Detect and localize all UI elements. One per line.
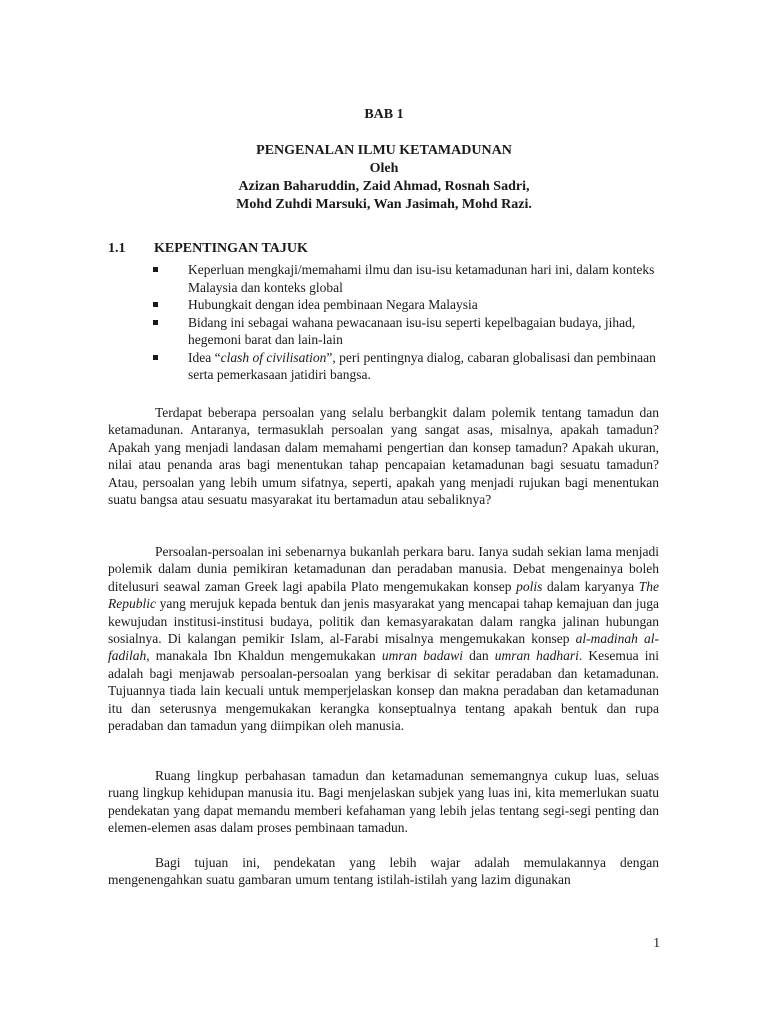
bullet-item <box>153 349 660 384</box>
page-title: PENGENALAN ILMU KETAMADUNAN <box>256 143 512 158</box>
term-umran-badawi: umran badawi <box>381 648 464 664</box>
paragraph-3: Ruang lingkup perbahasan tamadun dan ketamadunan sememangnya cukup luas, seluas ruang lingkup kehidupan manusia itu. Bagi menjelaskan subjek yang luas ini, kita memerlukan suatu pendekatan yang dapat memandu memberi kefahaman yang lebih jelas tentang segi-segi penting dan elemen-elemen asas dalam proses pembinaan tamadun. <box>108 768 659 836</box>
bullet-text-suffix: ”, peri pentingnya dialog, cabaran globalisasi dan pembinaan serta pemerkasaan jatidiri bangsa. <box>188 349 656 382</box>
term-al-madinah: al-madinah al-fadilah, <box>108 631 659 664</box>
bullet-text: Keperluan mengkaji/memahami ilmu dan isu-isu ketamadunan hari ini, dalam konteks Malaysia dan konteks global <box>188 262 655 295</box>
title-block <box>100 142 668 214</box>
paragraph-2-text: manakala Ibn Khaldun mengemukakan <box>149 648 382 664</box>
bullet-item <box>153 296 660 314</box>
paragraph-2-text: dan <box>463 648 495 664</box>
paragraph-2-text: yang merujuk kepada bentuk dan jenis masyarakat yang mencapai tahap kemajuan dan juga kewujudan institusi-institusi budaya, politik dan kemasyarakatan dalam rangka jalinan hubungan sosialnya. Di kalangan pemikir Islam, al-Farabi misalnya mengemukakan konsep <box>108 596 659 647</box>
term-umran-hadhari: umran hadhari <box>494 648 579 664</box>
chapter-heading: BAB 1 <box>364 107 404 122</box>
paragraph-2-text: Persoalan-persoalan ini sebenarnya bukanlah perkara baru. Ianya sudah sekian lama menjadi polemik dalam dunia pemikiran ketamadunan dan peradaban manusia. Debat mengenainya boleh ditelusuri seawal zaman Greek lagi apabila Plato mengemukakan konsep <box>108 544 659 594</box>
bullet-list <box>153 261 660 384</box>
book-title: The Republic <box>108 578 659 612</box>
authors-line-1: Azizan Baharuddin, Zaid Ahmad, Rosnah Sadri, <box>238 179 530 194</box>
bullet-item <box>153 314 660 349</box>
page-number: 1 <box>653 935 660 950</box>
section-title: KEPENTINGAN TAJUK <box>154 241 308 256</box>
bullet-text: Bidang ini sebagai wahana pewacanaan isu-isu seperti kepelbagaian budaya, jihad, hegemoni barat dan lain-lain <box>188 314 636 347</box>
authors-line-2: Mohd Zuhdi Marsuki, Wan Jasimah, Mohd Razi. <box>236 197 532 212</box>
paragraph-4: Bagi tujuan ini, pendekatan yang lebih wajar adalah memulakannya dengan mengenengahkan suatu gambaran umum tentang istilah-istilah yang lazim digunakan <box>108 855 659 888</box>
paragraph-2 <box>108 543 659 734</box>
bullet-item <box>153 261 660 296</box>
bullet-text-prefix: Idea “ <box>188 349 221 365</box>
paragraph-2-text: . Kesemua ini adalah bagi menjawab persoalan-persoalan yang berkisar di sekitar peradaban dan ketamadunan. Tujuannya tiada lain kecuali untuk memperjelaskan konsep dan makna peradaban dan ketamadunan itu dan seterusnya mengemukakan kerangka konseptualnya tentang apakah bentuk dan rupa peradaban dan tamadun yang diimpikan oleh manusia. <box>108 648 659 734</box>
paragraph-2-text: dalam karyanya <box>542 578 639 594</box>
section-number: 1.1 <box>108 241 126 256</box>
term-polis: polis <box>516 578 543 594</box>
byline: Oleh <box>369 161 399 176</box>
bullet-text: Hubungkait dengan idea pembinaan Negara Malaysia <box>188 297 478 312</box>
paragraph-1: Terdapat beberapa persoalan yang selalu berbangkit dalam polemik tentang tamadun dan ketamadunan. Antaranya, termasuklah persoalan yang sangat asas, misalnya, apakah tamadun? Apakah yang menjadi landasan dalam memahami pengertian dan konsep tamadun? Apakah ukuran, nilai atau penanda aras bagi menentukan tahap pencapaian ketamadunan bagi sesuatu tamadun? Atau, persoalan yang lebih umum sifatnya, seperti, apakah yang menjadi rujukan bagi menentukan suatu bangsa atau sesuatu masyarakat itu bertamadun atau sebaliknya? <box>108 405 659 508</box>
bullet-text-italic: clash of civilisation <box>220 349 327 365</box>
